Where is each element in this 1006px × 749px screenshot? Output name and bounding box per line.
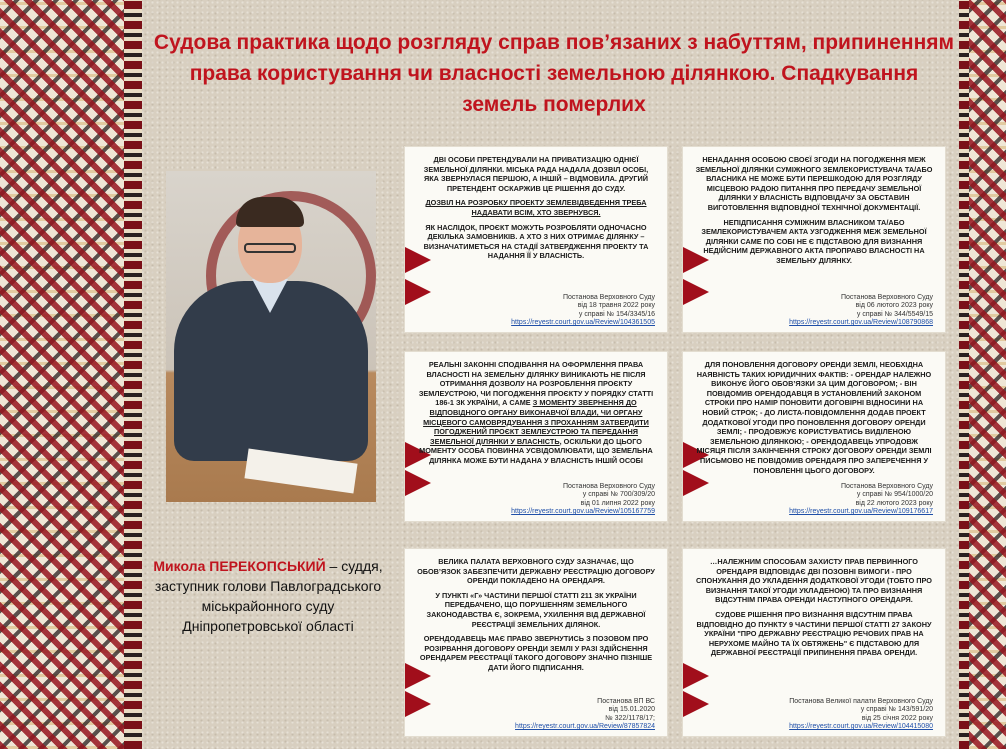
card-reference xyxy=(789,294,933,328)
ref-line: Постанова Верховного Суду xyxy=(841,482,933,490)
card-reference xyxy=(511,483,655,517)
ref-line: Постанова Верховного Суду xyxy=(841,293,933,301)
ref-line: Постанова Верховного Суду xyxy=(563,293,655,301)
ref-line: Постанова Великої палати Верховного Суду xyxy=(789,697,933,705)
author-name: Микола ПЕРЕКОПСЬКИЙ xyxy=(153,558,326,574)
ref-line: у справі № 700/309/20 xyxy=(582,491,655,499)
case-link[interactable]: https://reyestr.court.gov.ua/Review/105167759 xyxy=(511,508,655,516)
card-text: ВЕЛИКА ПАЛАТА ВЕРХОВНОГО СУДУ ЗАЗНАЧАЄ, ЩО ОБОВ’ЯЗОК ЗАБЕЗПЕЧИТИ ДЕРЖАВНУ РЕЄСТРАЦІЮ ДОГОВОРУ ОРЕНДИ ПОКЛАДЕНО НА ОРЕНДАРЯ. xyxy=(417,557,655,586)
card-reference xyxy=(789,483,933,517)
card-text xyxy=(417,360,655,466)
card-text: НЕНАДАННЯ ОСОБОЮ СВОЄЇ ЗГОДИ НА ПОГОДЖЕННЯ МЕЖ ЗЕМЕЛЬНОЇ ДІЛЯНКИ СУМІЖНОГО ЗЕМЛЕКОРИСТУВАЧА ТА/АБО ВЛАСНИКА НЕ МОЖЕ БУТИ ПЕРЕШКОДОЮ ДЛЯ РОЗГЛЯДУ МІСЦЕВОЮ РАДОЮ ПИТАННЯ ПРО ПЕРЕДАЧУ ЗЕМЕЛЬНОЇ ДІЛЯНКИ У ВЛАСНІСТЬ ВІДПОВІДАЧУ ЗА ОБСТАВИН ВИГОТОВЛЕННЯ ВІДПОВІДНОЇ ТЕХНІЧНОЇ ДОКУМЕНТАЦІЇ. xyxy=(695,155,933,212)
card-text-underlined: ДОЗВІЛ НА РОЗРОБКУ ПРОЕКТУ ЗЕМЛЕВІДВЕДЕННЯ ТРЕБА НАДАВАТИ ВСІМ, ХТО ЗВЕРНУВСЯ. xyxy=(425,198,647,217)
card-text-part: РЕАЛЬНІ ЗАКОННІ СПОДІВАННЯ НА ОФОРМЛЕННЯ ПРАВА ВЛАСНОСТІ НА ЗЕМЕЛЬНУ ДІЛЯНКУ ВИНИКАЮТЬ НЕ ПІСЛЯ ОТРИМАННЯ ДОЗВОЛУ НА РОЗРОБЛЕННЯ ПРОЄКТУ ЗЕМЛЕУСТРОЮ, ЧИ ПОГОДЖЕННЯ ПРОЄКТУ У ПОРЯДКУ СТАТТІ 186-1 ЗК УКРАЇНИ, А САМЕ xyxy=(418,360,654,408)
card-text: ЯК НАСЛІДОК, ПРОЄКТ МОЖУТЬ РОЗРОБЛЯТИ ОДНОЧАСНО ДЕКІЛЬКА ЗАМОВНИКІВ. А ХТО З НИХ ОТРИМАЄ ДІЛЯНКУ – ВИЗНАЧАТИМЕТЬСЯ НА СТАДІЇ ЗАТВЕРДЖЕННЯ ПРОЕКТУ ТА НАДАННЯ ЇЇ У ВЛАСНІСТЬ. xyxy=(423,222,649,261)
card-text: ДВІ ОСОБИ ПРЕТЕНДУВАЛИ НА ПРИВАТИЗАЦІЮ ОДНІЄЇ ЗЕМЕЛЬНОЇ ДІЛЯНКИ. МІСЬКА РАДА НАДАЛА ДОЗВІЛ ОСОБІ, ЯКА ЗВЕРНУЛАСЯ ПЕРШОЮ, А ІНШІЙ – ВІДМОВИЛА. ДРУГИЙ ПРЕТЕНДЕНТ ОСКАРЖИВ ЦЕ РІШЕННЯ ДО СУДУ. xyxy=(423,155,649,193)
card-text: ДЛЯ ПОНОВЛЕННЯ ДОГОВОРУ ОРЕНДИ ЗЕМЛІ, НЕОБХІДНА НАЯВНІСТЬ ТАКИХ ЮРИДИЧНИХ ФАКТІВ: - ОРЕНДАР НАЛЕЖНО ВИКОНУЄ ЙОГО ОБОВ’ЯЗКИ ЗА ЦИМ ДОГОВОРОМ; - ВІН ПОВІДОМИВ ОРЕНДОДАВЦЯ В УСТАНОВЛЕНИЙ ЗАКОНОМ СТРОКИ ПРО НАМІР ПОНОВИТИ ДОГОВІРНІ ВІДНОСИНИ НА НОВИЙ СТРОК; - ДО ЛИСТА-ПОВІДОМЛЕННЯ ДОДАВ ПРОЕКТ ДОДАТКОВОЇ УГОДИ ПРО ПОНОВЛЕННЯ ДОГОВОРУ ОРЕНДИ ЗЕМЛІ; - ПРОДОВЖУЄ КОРИСТУВАТИСЬ ВИДІЛЕНОЮ ЗЕМЕЛЬНОЮ ДІЛЯНКОЮ; - ОРЕНДОДАВЕЦЬ УПРОДОВЖ МІСЯЦЯ ПІСЛЯ ЗАКІНЧЕННЯ СТРОКУ ДОГОВОРУ ОРЕНДИ ЗЕМЛІ ПИСЬМОВО НЕ ПОВІДОМИВ ОРЕНДАРЯ ПРО ЗАПЕРЕЧЕННЯ У ПОНОВЛЕННІ ЦЬОГО ДОГОВОРУ. xyxy=(696,360,932,475)
case-card-6 xyxy=(682,548,946,737)
case-link[interactable]: https://reyestr.court.gov.ua/Review/87857824 xyxy=(515,723,655,731)
case-link[interactable]: https://reyestr.court.gov.ua/Review/104415080 xyxy=(789,723,933,731)
card-text: У ПУНКТІ «Г» ЧАСТИНИ ПЕРШОЇ СТАТТІ 211 ЗК УКРАЇНИ ПЕРЕДБАЧЕНО, ЩО ПОРУШЕННЯМ ЗЕМЕЛЬНОГО ЗАКОНОДАВСТВА Є, ЗОКРЕМА, УХИЛЕННЯ ВІД ДЕРЖАВНОЇ РЕЄСТРАЦІЇ ЗЕМЕЛЬНИХ ДІЛЯНОК. xyxy=(426,590,646,629)
card-text-underlined: З МОМЕНТУ ЗВЕРНЕННЯ ДО ВІДПОВІДНОГО ОРГАНУ ВИКОНАВЧОЇ ВЛАДИ, ЧИ ОРГАНУ МІСЦЕВОГО САМОВРЯДУВАННЯ З ПРОХАННЯМ ЗАТВЕРДИТИ ПОГОДЖЕНИЙ ПРОЄКТ ЗЕМЛЕУСТРОЮ ТА ПЕРЕДАННЯ ЗЕМЕЛЬНОЇ ДІЛЯНКИ У ВЛАСНІСТЬ xyxy=(423,398,649,446)
card-reference xyxy=(515,698,655,732)
case-card-5 xyxy=(404,548,668,737)
card-text: НЕПІДПИСАННЯ СУМІЖНИМ ВЛАСНИКОМ ТА/АБО ЗЕМЛЕКОРИСТУВАЧЕМ АКТА УЗГОДЖЕННЯ МЕЖ ЗЕМЕЛЬНОЇ ДІЛЯНКИ САМЕ ПО СОБІ НЕ Є ПІДСТАВОЮ ДЛЯ ВИЗНАННЯ НЕДІЙСНИМ ДЕРЖАВНОГО АКТА ПРОПРАВО ВЛАСНОСТІ НА ЗЕМЕЛЬНУ ДІЛЯНКУ. xyxy=(701,217,927,265)
ref-line: Постанова Верховного Суду xyxy=(563,482,655,490)
card-reference xyxy=(789,698,933,732)
case-card-2 xyxy=(682,146,946,333)
case-link[interactable]: https://reyestr.court.gov.ua/Review/104361505 xyxy=(511,319,655,327)
ref-line: від 18 травня 2022 року xyxy=(577,302,655,310)
card-reference xyxy=(511,294,655,328)
author-photo xyxy=(166,171,376,502)
ref-line: від 15.01.2020 xyxy=(608,706,655,714)
ref-line: у справі № 154/3345/16 xyxy=(578,310,655,318)
ref-line: від 01 липня 2022 року xyxy=(580,499,655,507)
ref-line: від 22 лютого 2023 року xyxy=(855,499,933,507)
card-text: ОРЕНДОДАВЕЦЬ МАЄ ПРАВО ЗВЕРНУТИСЬ З ПОЗОВОМ ПРО РОЗІРВАННЯ ДОГОВОРУ ОРЕНДИ ЗЕМЛІ У РАЗІ ЗДІЙСНЕННЯ ОРЕНДАРЕМ РЕЄСТРАЦІЇ ТАКОГО ДОГОВОРУ ЗНАЧНО ПІЗНІШЕ ДАТИ ЙОГО ПІДПИСАННЯ. xyxy=(419,634,653,672)
ornament-border-right xyxy=(959,0,1006,749)
case-card-1 xyxy=(404,146,668,333)
photo-hair xyxy=(236,197,304,227)
case-link[interactable]: https://reyestr.court.gov.ua/Review/109176617 xyxy=(789,508,933,516)
ref-line: від 06 лютого 2023 року xyxy=(855,302,933,310)
card-text: СУДОВЕ РІШЕННЯ ПРО ВИЗНАННЯ ВІДСУТНІМ ПРАВА ВІДПОВІДНО ДО ПУНКТУ 9 ЧАСТИНИ ПЕРШОЇ СТАТТІ 27 ЗАКОНУ УКРАЇНИ "ПРО ДЕРЖАВНУ РЕЄСТРАЦІЮ РЕЧОВИХ ПРАВ НА НЕРУХОМЕ МАЙНО ТА ЇХ ОБТЯЖЕНЬ" Є ПІДСТАВОЮ ДЛЯ ДЕРЖАВНОЇ РЕЄСТРАЦІЇ ПРИПИНЕННЯ ПРАВА ОРЕНДИ. xyxy=(696,609,932,658)
card-text: …НАЛЕЖНИМ СПОСОБАМ ЗАХИСТУ ПРАВ ПЕРВИННОГО ОРЕНДАРЯ ВІДПОВІДАЄ ДВІ ПОЗОВНІ ВИМОГИ - ПРО СПОНУКАННЯ ДО УКЛАДЕННЯ ДОДАТКОВОЇ УГОДИ (ТОБТО ПРО ВИЗНАННЯ ТАКОЇ УГОДИ УКЛАДЕНОЮ) ТА ПРО ВИЗНАННЯ ВІДСУТНІМ ПРАВА ОРЕНДИ НАСТУПНОГО ОРЕНДАРЯ. xyxy=(696,557,932,605)
case-link[interactable]: https://reyestr.court.gov.ua/Review/108790868 xyxy=(789,319,933,327)
case-card-3 xyxy=(404,351,668,522)
ref-line: № 322/1178/17; xyxy=(605,714,655,722)
ref-line: від 25 січня 2022 року xyxy=(861,714,933,722)
case-card-4 xyxy=(682,351,946,522)
ornament-border-left xyxy=(0,0,142,749)
photo-glasses xyxy=(244,243,296,253)
author-caption xyxy=(150,556,386,636)
ref-line: у справі № 344/5549/15 xyxy=(856,310,933,318)
card-text-part: , ОСКІЛЬКИ ДО ЦЬОГО МОМЕНТУ ОСОБА ПОВИННА УСВІДОМЛЮВАТИ, ЩО ЗЕМЕЛЬНА ДІЛЯНКА МОЖЕ БУТИ НАДАНА У ВЛАСНІСТЬ ІНШІЙ ОСОБІ xyxy=(419,436,653,465)
slide-title: Судова практика щодо розгляду справ пов’язаних з набуттям, припиненням права користування чи власності земельною ділянкою. Спадкування земель померлих xyxy=(153,31,955,116)
ref-line: Постанова ВП ВС xyxy=(597,697,655,705)
author-role: – суддя, заступник голови Павлоградського міськрайонного суду Дніпропетровської області xyxy=(154,558,383,634)
ref-line: у справі № 954/1000/20 xyxy=(856,491,933,499)
ref-line: у справі № 143/591/20 xyxy=(860,706,933,714)
